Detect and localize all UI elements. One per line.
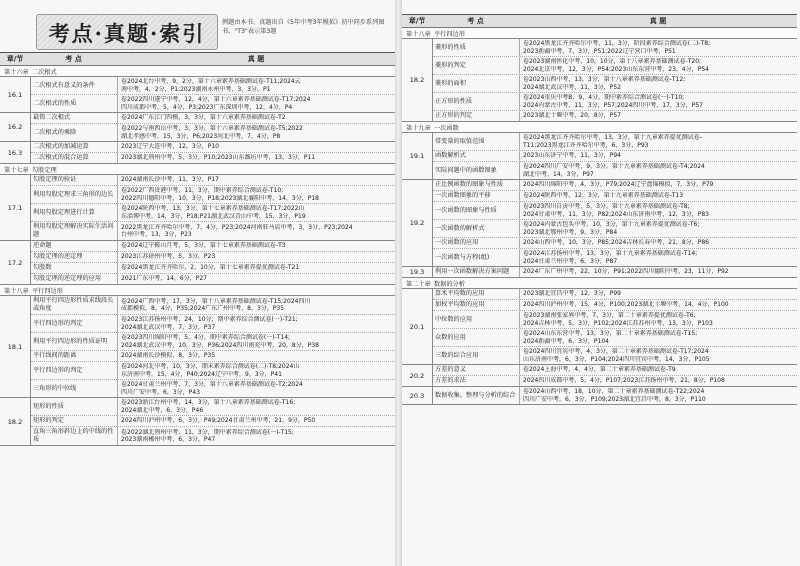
table-row bbox=[433, 249, 797, 266]
section-number: 20.1 bbox=[402, 289, 433, 364]
question-ref-line: 2023山东济宁中考，11，3分，P94 bbox=[523, 152, 621, 160]
index-header bbox=[0, 0, 395, 52]
table-row bbox=[31, 315, 395, 333]
question-ref-line: 2024湖北中考，6，3分，P46 bbox=[121, 406, 204, 414]
question-ref-line: 卷2023四川自贡中考，5，3分，第十九章素养基础测试卷-T8; bbox=[523, 203, 690, 210]
question-ref-line: 成都模拟，8，4分，P35;2024广东广州中考，8，3分，P35 bbox=[121, 305, 285, 312]
table-row bbox=[31, 333, 395, 351]
section-number: 19.3 bbox=[402, 267, 433, 277]
knowledge-point: 二次根式的加减运算 bbox=[31, 142, 118, 152]
chapter-label: 第十七章 bbox=[4, 166, 29, 174]
knowledge-point: 加权平均数的应用 bbox=[433, 300, 520, 310]
table-row bbox=[433, 57, 797, 75]
table-row bbox=[433, 376, 797, 386]
section-block bbox=[402, 180, 797, 267]
question-ref-line: 2024湖北武汉中考，7，3分，P37 bbox=[121, 323, 216, 331]
right-page bbox=[402, 0, 797, 566]
knowledge-point: 直角三角形斜边上的中线的性质 bbox=[31, 427, 118, 445]
question-ref-line: 卷2024四川宜宾中考，4，3分，第二十章素养基础测试卷-T17;2024 bbox=[523, 348, 709, 355]
question-refs bbox=[118, 333, 395, 350]
knowledge-point: 一次函数图象的平移 bbox=[433, 191, 520, 201]
question-refs bbox=[520, 347, 797, 364]
header-section: 章/节 bbox=[408, 17, 426, 25]
question-ref-line: 2024湖南长沙中考，11，3分，P17 bbox=[121, 176, 219, 184]
question-refs bbox=[520, 289, 797, 299]
question-ref-line: T11;2023黑龙江齐齐哈尔中考，6，3分，P93 bbox=[523, 141, 649, 149]
question-ref-line: 卷2024上海中考，4，4分，第二十章素养基础测试卷-T9 bbox=[523, 366, 676, 374]
section-rows bbox=[31, 398, 395, 445]
knowledge-point: 二次根式的混合运算 bbox=[31, 153, 118, 163]
question-ref-line: 卷2024陕西中考，12，3分，第十九章素养基础测试卷-T13 bbox=[523, 192, 684, 200]
section-block bbox=[402, 365, 797, 387]
question-ref-line: 卷2023江苏扬州中考，24，10分，期中素养综合测试卷(一)-T21; bbox=[121, 316, 298, 323]
question-refs bbox=[118, 315, 395, 332]
section-block bbox=[402, 289, 797, 365]
section-number: 16.1 bbox=[0, 77, 31, 112]
question-ref-line: 2023湖北鄂州中考，9，3分，P84 bbox=[523, 228, 618, 236]
section-rows bbox=[31, 241, 395, 284]
question-ref-line: 卷2024山西中考，18，10分，第二十章素养基础测试卷-T22;2024 bbox=[523, 388, 705, 395]
chapter-row bbox=[402, 122, 797, 133]
chapter-row bbox=[0, 164, 395, 175]
knowledge-point: 勾股定理的逆定理的应用 bbox=[31, 274, 118, 284]
chapter-label: 第十八章 bbox=[4, 287, 29, 295]
question-ref-line: 2021广东中考，14，6分，P27 bbox=[121, 275, 207, 283]
table-row bbox=[31, 362, 395, 380]
question-ref-line: 湖北中考，14，3分，P97 bbox=[523, 170, 594, 178]
question-ref-line: 2023辽宁大连中考，12，3分，P10 bbox=[121, 143, 219, 151]
question-refs bbox=[118, 124, 395, 141]
knowledge-point: 数据收集、整理与分析的综合 bbox=[433, 387, 520, 404]
table-row bbox=[31, 398, 395, 416]
question-ref-line: 2024湖北武汉中考，10，3分，P36;2024四川南充中考，20，8分，P38 bbox=[121, 341, 319, 349]
knowledge-point: 方差的求法 bbox=[433, 376, 520, 386]
table-header bbox=[402, 14, 797, 28]
header-questions: 真 题 bbox=[247, 55, 265, 63]
knowledge-point: 菱形的判定 bbox=[433, 57, 520, 74]
table-row bbox=[31, 427, 395, 445]
table-row bbox=[433, 329, 797, 347]
question-ref-line: 2024甘肃兰州中考，6，3分，P87 bbox=[523, 257, 618, 265]
section-block bbox=[402, 39, 797, 122]
table-row bbox=[433, 311, 797, 329]
knowledge-point: 一次函数的解析式 bbox=[433, 220, 520, 237]
question-ref-line: 卷2024内蒙古包头中考，10，3分，第十九章素养提优测试卷-T6; bbox=[523, 221, 700, 228]
chapter-title: 平行四边形 bbox=[434, 30, 465, 38]
table-row bbox=[31, 416, 395, 427]
question-ref-line: 2023湖北荆州中考，5，3分，P10;2023山东潍坊中考，13，3分，P11 bbox=[121, 154, 316, 162]
knowledge-point: 勾股定理的验证 bbox=[31, 175, 118, 185]
section-rows bbox=[31, 113, 395, 141]
knowledge-point: 二次根式的性质 bbox=[31, 95, 118, 112]
question-ref-line: 2024北京中考，12，3分，P54;2023山东东营中考，23，4分，P54 bbox=[523, 65, 709, 73]
question-ref-line: 四川广安中考，6，3分，P109;2023湖北宜昌中考，8，3分，P110 bbox=[523, 395, 706, 403]
knowledge-point: 平行线间的距离 bbox=[31, 351, 118, 361]
chapter-title: 平行四边形 bbox=[32, 287, 63, 295]
section-block bbox=[0, 142, 395, 164]
table-row bbox=[31, 204, 395, 222]
section-rows bbox=[433, 39, 797, 121]
question-ref-line: 2023湖北十堰中考，20，8分，P57 bbox=[523, 112, 621, 120]
chapter-label: 第二十章 bbox=[406, 280, 431, 288]
question-ref-line: 东济南中考，15，4分，P40;2024辽宁中考，9，3分，P41 bbox=[121, 370, 282, 378]
question-refs bbox=[520, 57, 797, 74]
knowledge-point: 正比例函数的图象与性质 bbox=[433, 180, 520, 190]
question-refs bbox=[118, 416, 395, 426]
question-ref-line: 四川广安中考，6，3分，P43 bbox=[121, 388, 200, 396]
question-ref-line: 卷2024黑龙江齐齐哈尔中考，11，3分，阶段素养综合测试卷(二)-T8; bbox=[523, 40, 711, 47]
table-row bbox=[433, 75, 797, 93]
question-refs bbox=[118, 252, 395, 262]
question-refs bbox=[520, 387, 797, 404]
header-knowledge: 考 点 bbox=[65, 55, 82, 63]
section-block bbox=[402, 133, 797, 180]
question-ref-line: 2024山西中考，10，3分，P85;2024吉林长春中考，21，8分，P86 bbox=[523, 239, 709, 247]
question-ref-line: 2023江苏徐州中考，5，3分，P23 bbox=[121, 253, 216, 261]
section-number: 18.1 bbox=[0, 296, 31, 397]
question-refs bbox=[118, 398, 395, 415]
question-refs bbox=[520, 376, 797, 386]
question-ref-line: 卷2023湖南怀化中考，10，10分，第十八章素养基础测试卷-T20; bbox=[523, 58, 702, 65]
question-ref-line: 卷2022与南西岳中考，3，3分，第十六章素养基础测试卷-T5;2022 bbox=[121, 125, 303, 132]
question-refs bbox=[520, 75, 797, 92]
section-number: 17.1 bbox=[0, 175, 31, 240]
question-ref-line: 卷2023湖南张家界中考，7，3分，第二十章素养提优测试卷-T6; bbox=[523, 312, 696, 319]
question-ref-line: 东淄博中考，14，3分，P18;P21湖北武汉青山中考，15，3分，P19 bbox=[121, 212, 306, 220]
question-ref-line: 卷2024广东江门四模，3，3分，第十六章素养基础测试卷-T2 bbox=[121, 114, 286, 122]
knowledge-point: 利用平行四边形的性质证明 bbox=[31, 333, 118, 350]
table-row bbox=[31, 222, 395, 240]
table-row bbox=[433, 289, 797, 300]
knowledge-point: 菱形的面积 bbox=[433, 75, 520, 92]
question-refs bbox=[118, 186, 395, 203]
section-block bbox=[0, 175, 395, 241]
table-row bbox=[31, 142, 395, 153]
section-number: 18.2 bbox=[0, 398, 31, 445]
question-ref-line: 南中考，4，2分，P1;2023湖南永州中考，3，3分，P1 bbox=[121, 85, 271, 93]
table-row bbox=[31, 380, 395, 397]
question-ref-line: 2024内蒙古中考，11，3分，P57;2024四川中考，17，3分，P57 bbox=[523, 101, 703, 109]
section-number: 19.1 bbox=[402, 133, 433, 179]
knowledge-point: 三数的综合应用 bbox=[433, 347, 520, 364]
knowledge-point: 一次函数的应用 bbox=[433, 238, 520, 248]
question-ref-line: 2024甘肃中考，11，3分，P82;2024山东济南中考，12，3分，P83 bbox=[523, 210, 709, 218]
question-ref-line: 卷2024黑龙江齐齐哈尔，2，10分，第十七章素养提优测试卷-T21 bbox=[121, 264, 300, 272]
section-number: 16.3 bbox=[0, 142, 31, 163]
question-ref-line: 2024湖南长沙模拟，8，3分，P35 bbox=[121, 352, 216, 360]
question-ref-line: 台州中考，13，3分，P23 bbox=[121, 231, 192, 238]
question-refs bbox=[118, 95, 395, 112]
table-row bbox=[433, 347, 797, 364]
table-row bbox=[433, 267, 797, 277]
question-refs bbox=[118, 77, 395, 94]
question-ref-line: 卷2024北台中考，9，2分，第十六章素养基础测试卷-T11;2024云 bbox=[121, 78, 301, 85]
question-ref-line: 卷2023浙江台州中考，14，3分，第十八章素养基础测试卷-T16; bbox=[121, 399, 296, 406]
table-row bbox=[433, 93, 797, 111]
knowledge-point: 利用勾股定理进行计算 bbox=[31, 204, 118, 221]
table-row bbox=[31, 95, 395, 112]
question-refs bbox=[520, 311, 797, 328]
table-row bbox=[433, 202, 797, 220]
section-number: 18.2 bbox=[402, 39, 433, 121]
question-ref-line: 2024四川成都中考，5，4分，P107;2023江苏扬州中考，21，8分，P108 bbox=[523, 377, 725, 385]
question-refs bbox=[118, 241, 395, 251]
header-questions: 真 题 bbox=[649, 17, 667, 25]
section-block bbox=[0, 241, 395, 285]
table-row bbox=[31, 351, 395, 362]
section-rows bbox=[433, 289, 797, 364]
section-rows bbox=[31, 77, 395, 112]
question-ref-line: 2024湖北武汉中考，11，3分，P52 bbox=[523, 83, 621, 91]
question-refs bbox=[520, 39, 797, 56]
question-refs bbox=[520, 220, 797, 237]
knowledge-point: 三角形的中位线 bbox=[31, 380, 118, 397]
knowledge-point: 二次根式的乘除 bbox=[31, 124, 118, 141]
knowledge-point: 方差的意义 bbox=[433, 365, 520, 375]
question-ref-line: 2023湖北宜昌中考，12，3分，P99 bbox=[523, 290, 621, 298]
question-ref-line: 湖北孝感中考，15，3分，P6;2023河北中考，7，4分，P8 bbox=[121, 132, 281, 140]
table-row bbox=[433, 111, 797, 121]
question-ref-line: 2023新疆中考，7，3分，P51;2022辽宁营口中考，P51 bbox=[523, 47, 676, 55]
question-refs bbox=[118, 175, 395, 185]
knowledge-point: 中位数的应用 bbox=[433, 311, 520, 328]
knowledge-point: 最简二次根式 bbox=[31, 113, 118, 123]
knowledge-point: 逆命题 bbox=[31, 241, 118, 251]
section-block bbox=[0, 113, 395, 142]
section-rows bbox=[31, 175, 395, 240]
knowledge-point: 一次函数的图象与性质 bbox=[433, 202, 520, 219]
question-ref-line: 2024四川绵阳中考，4，3分，P79;2024辽宁盘锦模拟，7，3分，P79 bbox=[523, 181, 714, 189]
chapter-label: 第十六章 bbox=[4, 68, 29, 76]
question-refs bbox=[520, 300, 797, 310]
table-row bbox=[31, 241, 395, 252]
question-refs bbox=[520, 191, 797, 201]
question-ref-line: 卷2023四川绵阳中考，5，4分，期中素养综合测试卷(一)-T14; bbox=[121, 334, 291, 341]
knowledge-point: 正方形的性质 bbox=[433, 93, 520, 110]
chapter-title: 数据的分析 bbox=[434, 280, 465, 288]
section-number: 17.2 bbox=[0, 241, 31, 284]
header-section: 章/节 bbox=[6, 55, 24, 63]
table-header bbox=[0, 52, 395, 66]
table-row bbox=[31, 175, 395, 186]
knowledge-point: 常变量的取值范围 bbox=[433, 133, 520, 150]
question-ref-line: 卷2024陕西中考，13，3分，第十七章素养基础测试卷-T17;2022山 bbox=[121, 205, 305, 212]
question-ref-line: 卷2022湖北荆州中考，11，3分，期中素养综合测试卷(一)-T15; bbox=[121, 428, 294, 436]
table-row bbox=[433, 162, 797, 179]
section-rows bbox=[31, 296, 395, 397]
question-refs bbox=[520, 93, 797, 110]
section-block bbox=[0, 398, 395, 446]
intro-note: 例题由本书、真题出自《5年中考3年模拟》初中同步系列图书，"T3"表示第3题 bbox=[222, 19, 385, 35]
question-ref-line: 2023湖南郴州中考，6，3分，P47 bbox=[121, 436, 216, 443]
title-banner bbox=[36, 14, 218, 50]
question-ref-line: 2024四川泸州中考，6，3分，P49;2024甘肃兰州中考，21，9分，P50 bbox=[121, 417, 316, 425]
knowledge-point: 二次根式有意义的条件 bbox=[31, 77, 118, 94]
question-ref-line: 卷2024江苏扬州中考，13，3分，第十九章素养基础测试卷-T14; bbox=[523, 250, 698, 257]
section-number: 20.3 bbox=[402, 387, 433, 404]
question-ref-line: 2022四川德阳中考，10，3分，P18;2023湖北襄阳中考，14，3分，P18 bbox=[121, 194, 319, 202]
knowledge-point: 勾股数 bbox=[31, 263, 118, 273]
question-ref-line: 卷2024四川广安中考，9，3分，第十九章素养基础测试卷-T4;2024 bbox=[523, 163, 705, 170]
section-rows bbox=[433, 387, 797, 404]
question-refs bbox=[520, 329, 797, 346]
question-ref-line: 山东济南中考，6，3分，P104;2024四川宜宾中考，14，3分，P105 bbox=[523, 355, 710, 363]
knowledge-point: 函数解析式 bbox=[433, 151, 520, 161]
question-refs bbox=[118, 142, 395, 152]
question-ref-line: 卷2023山西中考，13，3分，第十八章素养基础测试卷-T12; bbox=[523, 76, 686, 83]
knowledge-point: 一次函数与方程(组) bbox=[433, 249, 520, 266]
knowledge-point: 矩形的性质 bbox=[31, 398, 118, 415]
section-block bbox=[402, 387, 797, 405]
question-ref-line: 卷2024河北中考，10，3分，期末素养综合测试卷(二)-T8;2024山 bbox=[121, 363, 300, 370]
section-number: 16.2 bbox=[0, 113, 31, 141]
header-knowledge: 考 点 bbox=[467, 17, 484, 25]
question-refs bbox=[118, 274, 395, 284]
section-rows bbox=[31, 142, 395, 163]
table-row bbox=[433, 220, 797, 238]
question-refs bbox=[520, 249, 797, 266]
table-row bbox=[31, 252, 395, 263]
chapter-title: 二次根式 bbox=[32, 68, 57, 76]
question-refs bbox=[520, 202, 797, 219]
question-ref-line: 卷2024山东东营中考，13，3分，第二十章素养基础测试卷-T15; bbox=[523, 330, 698, 337]
question-refs bbox=[118, 153, 395, 163]
table-row bbox=[433, 133, 797, 151]
chapter-title: 一次函数 bbox=[434, 124, 459, 132]
right-index-table bbox=[402, 28, 797, 405]
table-row bbox=[433, 180, 797, 191]
question-ref-line: 卷2024甘肃兰州中考，7，3分，第十八章素养基础测试卷-T2;2024 bbox=[121, 381, 303, 388]
question-ref-line: 2024吉林中考，5，3分，P102;2024江苏苏州中考，13，3分，P103 bbox=[523, 319, 713, 327]
knowledge-point: 众数的应用 bbox=[433, 329, 520, 346]
table-row bbox=[31, 274, 395, 284]
chapter-label: 第十九章 bbox=[406, 124, 431, 132]
question-ref-line: 2024新疆中考，6，3分，P104 bbox=[523, 337, 609, 345]
question-ref-line: 2024广东广州中考，22，10分，P91;2022四川德阳中考，23，11分，P92 bbox=[523, 268, 729, 276]
question-ref-line: 卷2022四川遂宁中考，12，4分，第十六章素养基础测试卷-T17;2024 bbox=[121, 96, 311, 103]
section-rows bbox=[433, 180, 797, 266]
page-title: 考点·真题·索引 bbox=[48, 21, 206, 46]
section-rows bbox=[433, 133, 797, 179]
table-row bbox=[31, 77, 395, 95]
section-block bbox=[0, 296, 395, 398]
table-row bbox=[433, 238, 797, 249]
table-row bbox=[433, 387, 797, 404]
question-ref-line: 卷2022广西贵港中考，11，3分，期中素养综合测试卷-T10; bbox=[121, 187, 284, 194]
section-block bbox=[0, 77, 395, 113]
knowledge-point: 利用勾股定理解决实际生活问题 bbox=[31, 222, 118, 240]
question-ref-line: 卷2024黑龙江齐齐哈尔中考，13，3分，第十九章素养提优测试卷- bbox=[523, 134, 702, 141]
question-refs bbox=[118, 113, 395, 123]
table-row bbox=[433, 300, 797, 311]
chapter-title: 勾股定理 bbox=[32, 166, 57, 174]
question-refs bbox=[520, 365, 797, 375]
question-refs bbox=[118, 362, 395, 379]
question-ref-line: 卷2024辽宁鞍山月考，5，3分，第十七章素养基础测试卷-T3 bbox=[121, 242, 286, 250]
knowledge-point: 正方形的判定 bbox=[433, 111, 520, 121]
question-refs bbox=[520, 151, 797, 161]
knowledge-point: 利用一次函数解决方案问题 bbox=[433, 267, 520, 277]
table-row bbox=[31, 124, 395, 141]
chapter-row bbox=[402, 28, 797, 39]
question-refs bbox=[520, 133, 797, 150]
chapter-row bbox=[0, 285, 395, 296]
section-rows bbox=[433, 365, 797, 386]
question-refs bbox=[520, 238, 797, 248]
table-row bbox=[31, 153, 395, 163]
knowledge-point: 利用勾股定理求三角形的边长 bbox=[31, 186, 118, 203]
question-ref-line: 四川成都中考，5，4分，P3;2023广东深圳中考，12，4分，P4 bbox=[121, 103, 293, 111]
knowledge-point: 利用平行四边形性质求线段长或角度 bbox=[31, 296, 118, 314]
question-refs bbox=[118, 296, 395, 314]
question-ref-line: 卷2024重庆中考B，9，4分，期中素养综合测试卷(一)-T10; bbox=[523, 94, 685, 101]
question-refs bbox=[520, 111, 797, 121]
chapter-row bbox=[0, 66, 395, 77]
question-refs bbox=[118, 351, 395, 361]
table-row bbox=[31, 296, 395, 315]
table-row bbox=[31, 263, 395, 274]
question-ref-line: 2022黑龙江齐齐哈尔中考，7，4分，P23;2024河南驻马店中考，3，3分，P23;2024 bbox=[121, 223, 353, 231]
section-number: 19.2 bbox=[402, 180, 433, 266]
knowledge-point: 平行四边形的判定 bbox=[31, 362, 118, 379]
question-refs bbox=[118, 427, 395, 445]
question-ref-line: 卷2024广西中考，17，3分，第十八章素养基础测试卷-T15;2024四川 bbox=[121, 297, 311, 305]
table-row bbox=[31, 186, 395, 204]
question-refs bbox=[118, 263, 395, 273]
chapter-row bbox=[402, 278, 797, 289]
table-row bbox=[433, 365, 797, 376]
book-gutter bbox=[395, 0, 402, 566]
question-refs bbox=[520, 180, 797, 190]
section-block bbox=[402, 267, 797, 278]
question-refs bbox=[520, 267, 797, 277]
question-ref-line: 2024四川泸州中考，15，4分，P100;2023湖北十堰中考，14，4分，P100 bbox=[523, 301, 729, 309]
table-row bbox=[433, 151, 797, 162]
question-refs bbox=[118, 380, 395, 397]
table-row bbox=[31, 113, 395, 124]
knowledge-point: 勾股定理的逆定理 bbox=[31, 252, 118, 262]
knowledge-point: 算术平均数的应用 bbox=[433, 289, 520, 299]
knowledge-point: 菱形的性质 bbox=[433, 39, 520, 56]
knowledge-point: 平行四边形的判定 bbox=[31, 315, 118, 332]
table-row bbox=[433, 191, 797, 202]
question-refs bbox=[520, 162, 797, 179]
question-refs bbox=[118, 204, 395, 221]
knowledge-point: 矩形的判定 bbox=[31, 416, 118, 426]
left-index-table bbox=[0, 66, 395, 446]
chapter-label: 第十八章 bbox=[406, 30, 431, 38]
section-number: 20.2 bbox=[402, 365, 433, 386]
section-rows bbox=[433, 267, 797, 277]
table-row bbox=[433, 39, 797, 57]
knowledge-point: 实际问题中的函数图象 bbox=[433, 162, 520, 179]
question-refs bbox=[118, 222, 395, 240]
left-page bbox=[0, 0, 395, 566]
